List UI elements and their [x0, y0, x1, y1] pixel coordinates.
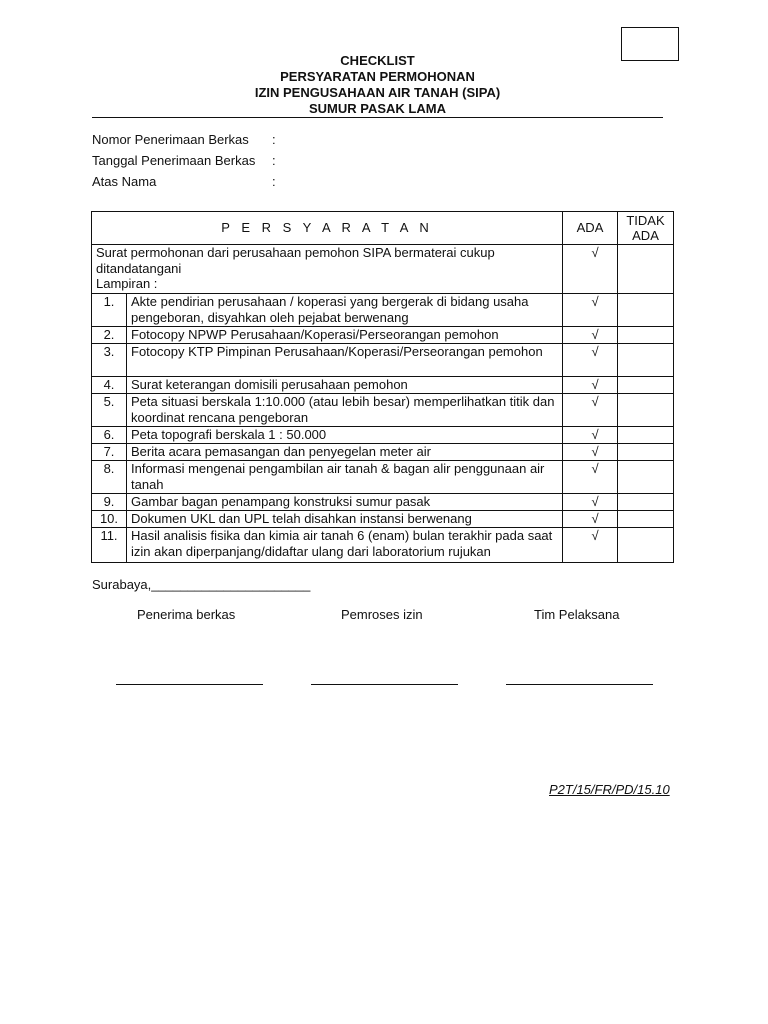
meta-colon: :: [272, 174, 276, 189]
header-ada-line: ADA: [632, 228, 659, 243]
check-mark: √: [591, 444, 599, 459]
ada-check: [563, 327, 618, 344]
intro-line: Surat permohonan dari perusahaan pemohon SIPA bermaterai cukup: [96, 245, 495, 260]
tidak-ada-cell: [618, 294, 674, 327]
tidak-ada-cell: [618, 511, 674, 528]
check-mark: √: [591, 461, 599, 476]
signature-line: [116, 684, 263, 685]
title-line: CHECKLIST: [340, 53, 415, 68]
row-number: 6.: [92, 427, 127, 444]
meta-row-atas-nama: [92, 174, 284, 195]
row-text: Gambar bagan penampang konstruksi sumur pasak: [127, 494, 563, 511]
table-row: [92, 294, 674, 327]
check-mark: √: [591, 344, 599, 359]
ada-check: [563, 377, 618, 394]
row-number: 10.: [92, 511, 127, 528]
tidak-ada-cell: [618, 444, 674, 461]
ada-check: [563, 528, 618, 563]
row-number: 2.: [92, 327, 127, 344]
row-text: Informasi mengenai pengambilan air tanah & bagan alir penggunaan air tanah: [127, 461, 563, 494]
check-mark: √: [591, 245, 599, 260]
form-code: P2T/15/FR/PD/15.10: [549, 782, 670, 797]
ada-check: [563, 461, 618, 494]
header-persyaratan: P E R S Y A R A T A N: [92, 212, 563, 245]
table-row: [92, 461, 674, 494]
header-ada: ADA: [563, 212, 618, 245]
place-date-line: Surabaya,______________________: [92, 577, 311, 592]
title-line: SUMUR PASAK LAMA: [309, 101, 446, 116]
row-text: Surat keterangan domisili perusahaan pemohon: [127, 377, 563, 394]
tidak-ada-cell: [618, 394, 674, 427]
row-number: 1.: [92, 294, 127, 327]
title-divider: [92, 117, 663, 118]
ada-check: [563, 245, 618, 294]
tidak-ada-cell: [618, 377, 674, 394]
document-title: [92, 53, 663, 117]
table-row: [92, 344, 674, 377]
table-row: [92, 444, 674, 461]
table-row: [92, 394, 674, 427]
ada-check: [563, 494, 618, 511]
table-row: [92, 327, 674, 344]
meta-label: Atas Nama: [92, 174, 157, 189]
row-number: 9.: [92, 494, 127, 511]
row-number: 11.: [92, 528, 127, 563]
ada-check: [563, 294, 618, 327]
signature-line: [311, 684, 458, 685]
meta-label: Nomor Penerimaan Berkas: [92, 132, 249, 147]
table-row: [92, 377, 674, 394]
meta-row-tanggal: [92, 153, 284, 174]
ada-check: [563, 427, 618, 444]
tidak-ada-cell: [618, 427, 674, 444]
check-mark: √: [591, 427, 599, 442]
ada-check: [563, 444, 618, 461]
tidak-ada-cell: [618, 461, 674, 494]
tidak-ada-cell: [618, 245, 674, 294]
tidak-ada-cell: [618, 528, 674, 563]
row-number: 8.: [92, 461, 127, 494]
meta-row-nomor: [92, 132, 284, 153]
role-penerima-berkas: Penerima berkas: [137, 607, 236, 622]
tidak-ada-cell: [618, 327, 674, 344]
role-pemroses-izin: Pemroses izin: [341, 607, 423, 622]
intro-cell: [92, 245, 563, 294]
table-row: [92, 511, 674, 528]
row-text: Fotocopy NPWP Perusahaan/Koperasi/Perseorangan pemohon: [127, 327, 563, 344]
ada-check: [563, 511, 618, 528]
check-mark: √: [591, 511, 599, 526]
intro-line: Lampiran :: [96, 276, 158, 291]
ada-check: [563, 394, 618, 427]
row-text: Hasil analisis fisika dan kimia air tanah 6 (enam) bulan terakhir pada saat izin akan diperpanjang/didaftar ulang dari laboratorium rujukan: [127, 528, 563, 563]
check-mark: √: [591, 394, 599, 409]
row-number: 7.: [92, 444, 127, 461]
role-tim-pelaksana: Tim Pelaksana: [534, 607, 620, 622]
signature-line: [506, 684, 653, 685]
intro-line: ditandatangani: [96, 260, 182, 276]
row-text: Dokumen UKL dan UPL telah disahkan instansi berwenang: [127, 511, 563, 528]
row-number: 5.: [92, 394, 127, 427]
check-mark: √: [591, 294, 599, 309]
check-mark: √: [591, 377, 599, 392]
check-mark: √: [591, 494, 599, 509]
meta-colon: :: [272, 153, 276, 168]
row-text: Peta topografi berskala 1 : 50.000: [127, 427, 563, 444]
row-number: 3.: [92, 344, 127, 377]
check-mark: √: [591, 528, 599, 543]
table-row: [92, 528, 674, 563]
ada-check: [563, 344, 618, 377]
row-text: Fotocopy KTP Pimpinan Perusahaan/Koperasi/Perseorangan pemohon: [127, 344, 563, 377]
tidak-ada-cell: [618, 344, 674, 377]
meta-label: Tanggal Penerimaan Berkas: [92, 153, 256, 168]
row-text: Berita acara pemasangan dan penyegelan meter air: [127, 444, 563, 461]
meta-colon: :: [272, 132, 276, 147]
table-header-row: [92, 212, 674, 245]
header-tidak-line: TIDAK: [626, 213, 665, 228]
registration-fields: [92, 132, 284, 195]
row-text: Akte pendirian perusahaan / koperasi yang bergerak di bidang usaha pengeboran, disyahkan oleh pejabat berwenang: [127, 294, 563, 327]
check-mark: √: [591, 327, 599, 342]
table-row: [92, 494, 674, 511]
header-tidak-ada: [618, 212, 674, 245]
table-row: [92, 245, 674, 294]
row-text: Peta situasi berskala 1:10.000 (atau lebih besar) memperlihatkan titik dan koordinat rencana pengeboran: [127, 394, 563, 427]
tidak-ada-cell: [618, 494, 674, 511]
requirements-table: [91, 211, 674, 563]
row-number: 4.: [92, 377, 127, 394]
table-row: [92, 427, 674, 444]
title-line: IZIN PENGUSAHAAN AIR TANAH (SIPA): [254, 85, 501, 100]
title-line: PERSYARATAN PERMOHONAN: [280, 69, 475, 84]
